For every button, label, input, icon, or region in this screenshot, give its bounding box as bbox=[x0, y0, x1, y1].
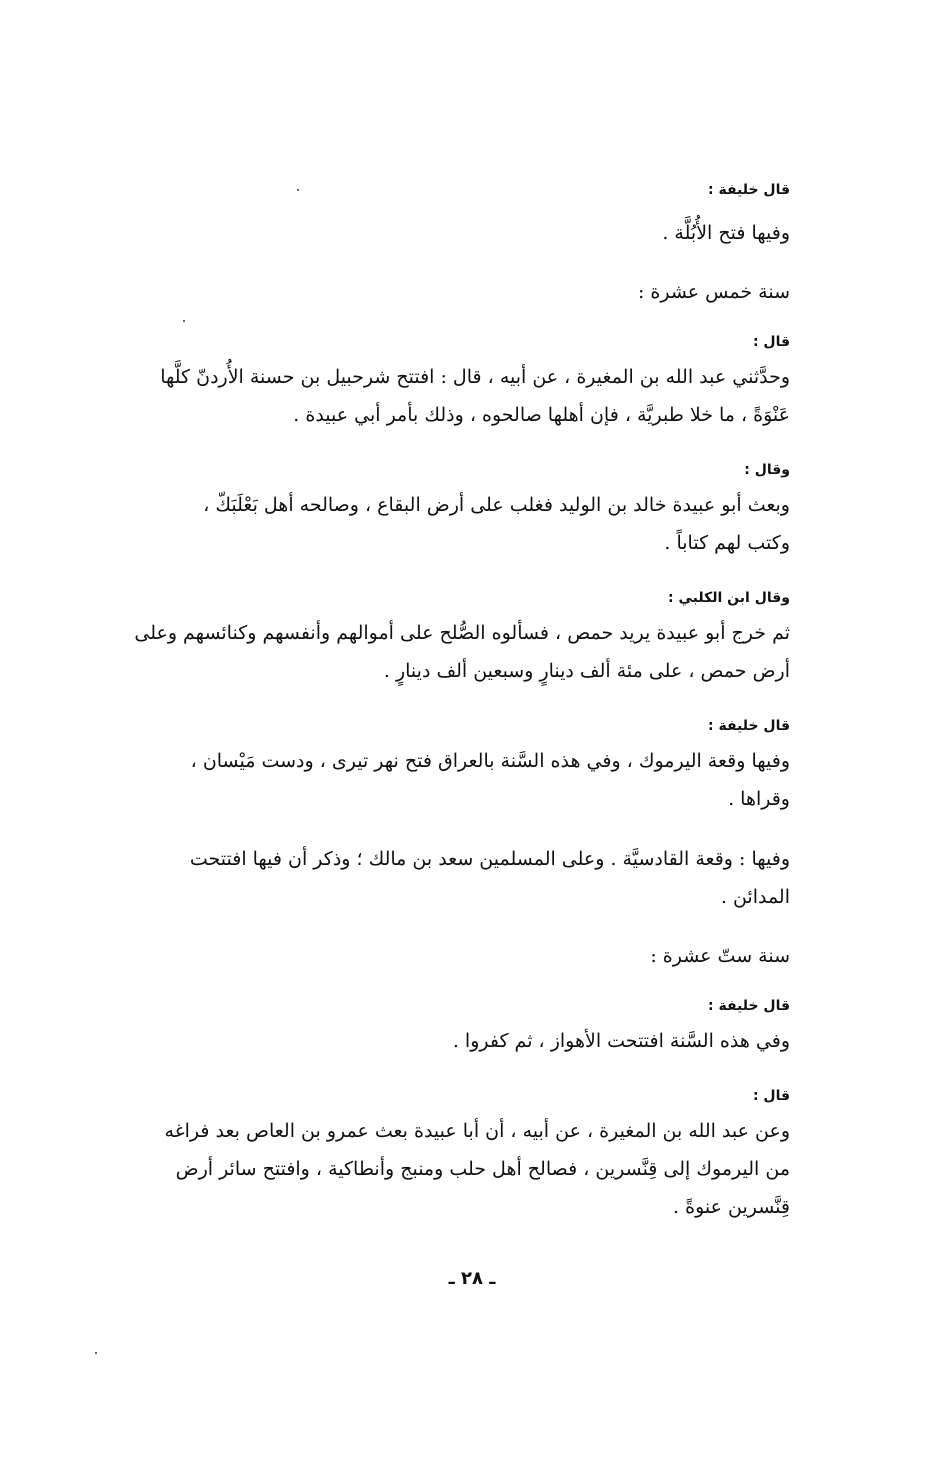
text-line: وحدَّثني عبد الله بن المغيرة ، عن أبيه ، قال : افتتح شرحبيل بن حسنة الأُردنّ كلَّها bbox=[160, 366, 790, 388]
text-line: وفيها وقعة اليرموك ، وفي هذه السَّنة بالعراق فتح نهر تيرى ، ودست مَيْسان ، bbox=[190, 750, 790, 772]
paragraph bbox=[100, 614, 790, 690]
paragraph bbox=[100, 214, 790, 252]
block-4 bbox=[100, 460, 790, 562]
text-line: قِنَّسرين عنوةً . bbox=[673, 1196, 790, 1218]
page-number: ـ ٢٨ ـ bbox=[448, 1268, 496, 1289]
speaker-label: قال خليفة : bbox=[707, 182, 790, 198]
text-line: وبعث أبو عبيدة خالد بن الوليد فغلب على أرض البقاع ، وصالحه أهل بَعْلَبَكّ ، bbox=[203, 494, 790, 516]
text-line: عَنْوَةً ، ما خلا طبريَّة ، فإن أهلها صالحوه ، وذلك بأمر أبي عبيدة . bbox=[293, 404, 790, 426]
block-7 bbox=[100, 840, 790, 916]
paragraph bbox=[100, 840, 790, 916]
paragraph bbox=[100, 742, 790, 818]
speaker-label: قال : bbox=[752, 1088, 790, 1104]
scan-speck bbox=[297, 189, 299, 191]
block-2 bbox=[100, 274, 790, 310]
block-5 bbox=[100, 588, 790, 690]
scan-speck bbox=[183, 320, 185, 322]
text-line: وكتب لهم كتاباً . bbox=[664, 532, 790, 554]
year-heading: سنة ستّ عشرة : bbox=[650, 945, 790, 967]
paragraph bbox=[100, 486, 790, 562]
block-3 bbox=[100, 332, 790, 434]
text-line: المدائن . bbox=[720, 886, 790, 908]
block-8 bbox=[100, 938, 790, 974]
paragraph bbox=[100, 1112, 790, 1226]
speaker-label: قال : bbox=[752, 334, 790, 350]
speaker-label: قال خليفة : bbox=[707, 718, 790, 734]
text-line: ثم خرج أبو عبيدة يريد حمص ، فسألوه الصُّلح على أموالهم وأنفسهم وكنائسهم وعلى bbox=[134, 622, 790, 644]
paragraph bbox=[100, 358, 790, 434]
speaker-label: قال خليفة : bbox=[707, 998, 790, 1014]
year-heading: سنة خمس عشرة : bbox=[637, 281, 790, 303]
text-line: أرض حمص ، على مئة ألف دينارٍ وسبعين ألف دينارٍ . bbox=[383, 660, 790, 682]
speaker-label: وقال : bbox=[744, 462, 790, 478]
text-line: وفيها فتح الأُبُلَّة . bbox=[662, 222, 790, 244]
block-1 bbox=[100, 180, 790, 252]
text-line: وعن عبد الله بن المغيرة ، عن أبيه ، أن أبا عبيدة بعث عمرو بن العاص بعد فراغه bbox=[164, 1120, 790, 1142]
text-line: وفي هذه السَّنة افتتحت الأهواز ، ثم كفروا . bbox=[452, 1030, 790, 1052]
block-10 bbox=[100, 1086, 790, 1226]
text-line: وقراها . bbox=[728, 788, 790, 810]
scan-speck bbox=[95, 1352, 97, 1354]
speaker-label: وقال ابن الكلبي : bbox=[668, 590, 790, 606]
block-9 bbox=[100, 996, 790, 1060]
page-body bbox=[100, 180, 790, 1226]
paragraph bbox=[100, 1022, 790, 1060]
block-6 bbox=[100, 716, 790, 818]
text-line: وفيها : وقعة القادسيَّة . وعلى المسلمين سعد بن مالك ؛ وذكر أن فيها افتتحت bbox=[189, 848, 790, 870]
text-line: من اليرموك إلى قِنَّسرين ، فصالح أهل حلب ومنبج وأنطاكية ، وافتتح سائر أرض bbox=[175, 1158, 790, 1180]
